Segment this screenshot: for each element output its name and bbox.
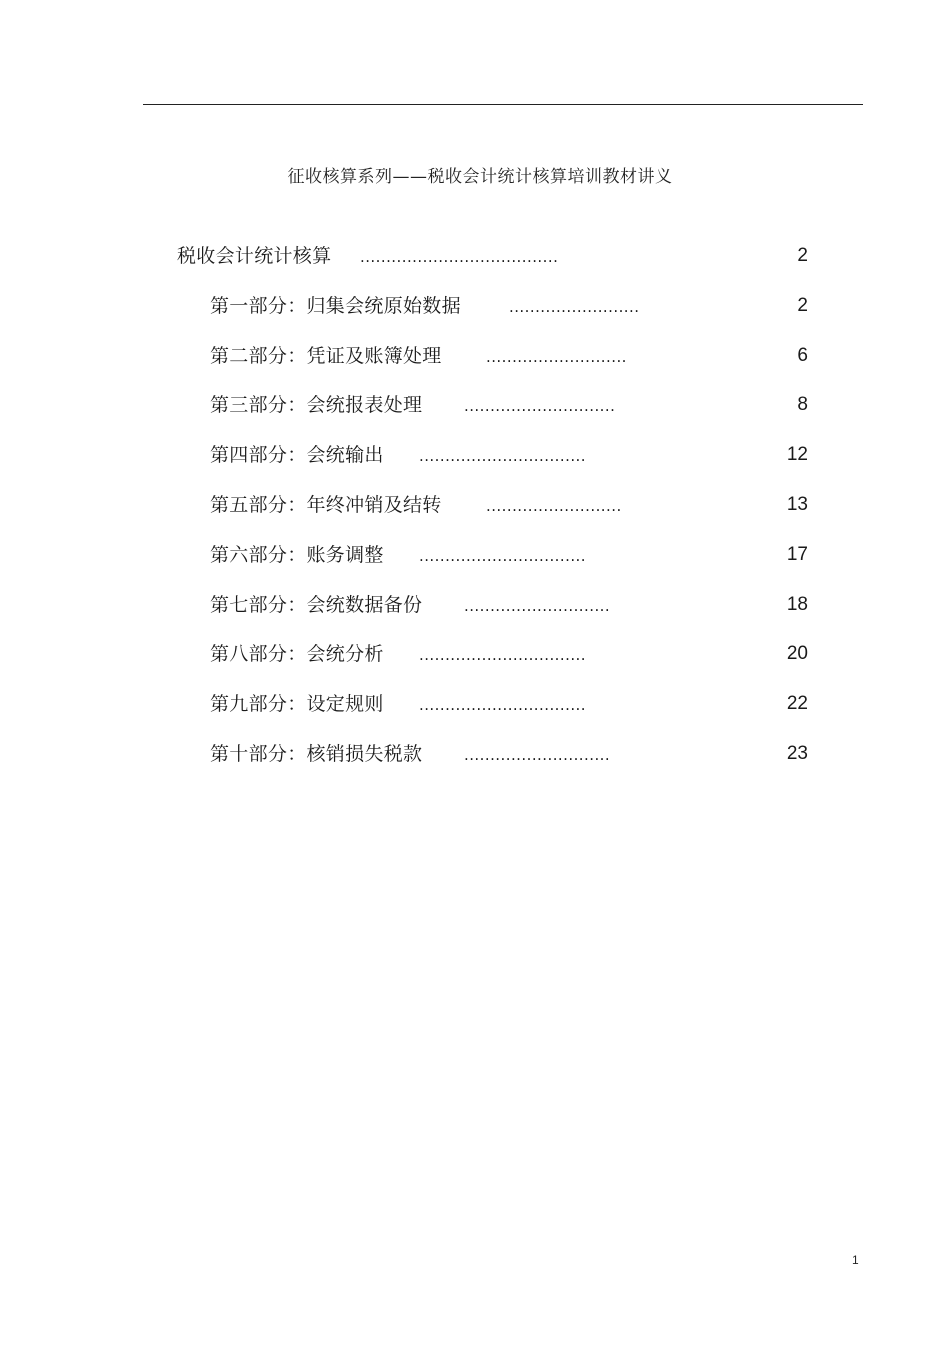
toc-entry-label: 第三部分：会统报表处理 xyxy=(210,394,423,416)
toc-entry-leader: .......................... xyxy=(486,497,622,515)
toc-entry-leader: ................................ xyxy=(419,646,586,664)
toc-entry-page: 2 xyxy=(797,245,808,266)
toc-entry-leader: ......................... xyxy=(509,298,640,316)
toc-entry[interactable] xyxy=(0,490,950,520)
toc-entry-label: 第七部分：会统数据备份 xyxy=(210,594,423,616)
toc-entry-page: 6 xyxy=(797,345,808,366)
toc-entry[interactable] xyxy=(0,689,950,719)
toc-entry[interactable] xyxy=(0,440,950,470)
toc-entry-page: 8 xyxy=(797,394,808,415)
toc-entry-leader: ............................ xyxy=(464,597,611,615)
toc-entry-label: 第八部分：会统分析 xyxy=(210,643,384,665)
toc-entry[interactable] xyxy=(0,241,950,271)
toc-entry-label: 税收会计统计核算 xyxy=(177,245,332,267)
toc-entry-label: 第六部分：账务调整 xyxy=(210,544,384,566)
page-number: 1 xyxy=(852,1253,859,1267)
toc-entry-leader: ............................. xyxy=(464,397,616,415)
toc-entry[interactable] xyxy=(0,639,950,669)
toc-entry-page: 17 xyxy=(786,544,808,565)
toc-entry-label: 第一部分：归集会统原始数据 xyxy=(210,295,461,317)
toc-entry-label: 第十部分：核销损失税款 xyxy=(210,743,423,765)
toc-entry-leader: ........................... xyxy=(486,348,627,366)
toc-entry-page: 2 xyxy=(797,295,808,316)
toc-entry-page: 20 xyxy=(786,643,808,664)
toc-entry-page: 18 xyxy=(786,594,808,615)
toc-entry-leader: ................................ xyxy=(419,547,586,565)
toc-entry-label: 第九部分：设定规则 xyxy=(210,693,384,715)
toc-entry-label: 第四部分：会统输出 xyxy=(210,444,384,466)
toc-entry[interactable] xyxy=(0,291,950,321)
toc-entry[interactable] xyxy=(0,540,950,570)
toc-entry[interactable] xyxy=(0,390,950,420)
toc-entry-page: 23 xyxy=(786,743,808,764)
toc-entry[interactable] xyxy=(0,590,950,620)
toc-entry-page: 22 xyxy=(786,693,808,714)
toc-entry-leader: ...................................... xyxy=(360,248,559,266)
toc-entry-leader: ................................ xyxy=(419,447,586,465)
toc-entry-page: 12 xyxy=(786,444,808,465)
toc-entry-page: 13 xyxy=(786,494,808,515)
toc-entry-leader: ................................ xyxy=(419,696,586,714)
toc-entry-leader: ............................ xyxy=(464,746,611,764)
document-title: 征收核算系列——税收会计统计核算培训教材讲义 xyxy=(287,167,673,187)
toc-entry-label: 第二部分：凭证及账簿处理 xyxy=(210,345,442,367)
toc-entry[interactable] xyxy=(0,341,950,371)
toc-entry[interactable] xyxy=(0,739,950,769)
toc-entry-label: 第五部分：年终冲销及结转 xyxy=(210,494,442,516)
